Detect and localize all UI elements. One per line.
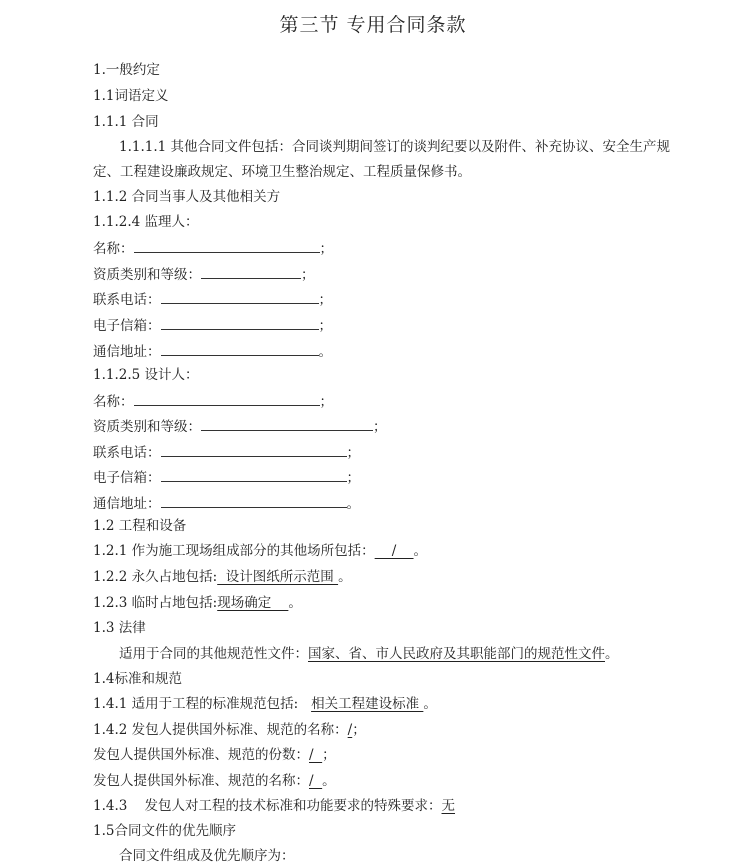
punctuation: ； — [346, 470, 360, 486]
foreign-standards-names-value[interactable]: / — [309, 773, 323, 789]
supervisor-email-row — [93, 314, 332, 336]
temporary-land-value[interactable]: 现场确定 — [217, 595, 289, 611]
section-1-5-heading: 1.5合同文件的优先顺序 — [93, 823, 236, 839]
supervisor-qualification-blank[interactable] — [201, 263, 301, 279]
section-1-2-1-row — [93, 541, 427, 561]
field-label: 1.4.2 发包人提供国外标准、规范的名称： — [93, 722, 348, 738]
field-label: 1.4.3 发包人对工程的技术标准和功能要求的特殊要求： — [93, 798, 442, 814]
foreign-standards-copies-row — [93, 745, 336, 765]
section-1-4-3-row — [93, 796, 455, 816]
field-label: 电子信箱： — [93, 470, 161, 486]
field-label: 名称： — [93, 394, 134, 410]
field-label: 通信地址： — [93, 344, 161, 360]
field-label: 1.4.1 适用于工程的标准规范包括: — [93, 696, 312, 712]
other-sites-value[interactable]: / — [374, 543, 414, 559]
field-label: 1.2.1 作为施工现场组成部分的其他场所包括： — [93, 543, 375, 559]
punctuation: 。 — [338, 569, 352, 585]
field-label: 1.2.2 永久占地包括: — [93, 569, 218, 585]
field-label: 联系电话： — [93, 445, 161, 461]
permanent-land-value[interactable]: 设计图纸所示范围 — [217, 569, 339, 585]
field-label: 发包人提供国外标准、规范的份数： — [93, 747, 309, 763]
section-1-1-1-heading: 1.1.1 合同 — [93, 114, 159, 130]
page-title: 第三节 专用合同条款 — [279, 14, 467, 36]
punctuation: 。 — [346, 496, 360, 512]
designer-qualification-blank[interactable] — [201, 415, 373, 431]
field-label: 资质类别和等级： — [93, 267, 201, 283]
section-1-4-1-row — [93, 694, 437, 714]
designer-phone-blank[interactable] — [161, 441, 347, 457]
foreign-standards-name-value[interactable]: / — [347, 722, 353, 738]
punctuation: 。 — [322, 773, 336, 789]
designer-name-blank[interactable] — [134, 390, 320, 406]
field-label: 电子信箱： — [93, 318, 161, 334]
supervisor-phone-blank[interactable] — [161, 288, 319, 304]
normative-documents-value[interactable]: 国家、省、市人民政府及其职能部门的规范性文件 — [308, 646, 605, 662]
supervisor-address-blank[interactable] — [161, 340, 319, 356]
supervisor-phone-row — [93, 288, 332, 310]
designer-address-row — [93, 492, 360, 514]
punctuation: 。 — [423, 696, 437, 712]
designer-name-row — [93, 390, 333, 412]
punctuation: ； — [322, 747, 336, 763]
section-1-1-heading: 1.1词语定义 — [93, 88, 169, 104]
section-1-1-1-1-text-cont: 定、工程建设廉政规定、环境卫生整治规定、工程质量保修书。 — [93, 164, 471, 180]
section-1-4-heading: 1.4标准和规范 — [93, 671, 182, 687]
designer-heading: 1.1.2.5 设计人： — [93, 367, 199, 383]
supervisor-qualification-row — [93, 263, 315, 285]
supervisor-heading: 1.1.2.4 监理人： — [93, 214, 199, 230]
punctuation: ； — [318, 292, 332, 308]
foreign-standards-copies-value[interactable]: / — [309, 747, 323, 763]
punctuation: ； — [301, 267, 315, 283]
punctuation: 。 — [318, 344, 332, 360]
field-label: 发包人提供国外标准、规范的名称： — [93, 773, 309, 789]
field-label: 1.2.3 临时占地包括: — [93, 595, 218, 611]
supervisor-address-row — [93, 340, 332, 362]
punctuation: ； — [346, 445, 360, 461]
foreign-standards-names-row — [93, 771, 336, 791]
punctuation: ； — [373, 419, 387, 435]
section-1-heading: 1.一般约定 — [93, 62, 160, 78]
section-1-4-2-row — [93, 720, 366, 740]
section-1-2-heading: 1.2 工程和设备 — [93, 518, 187, 534]
punctuation: ； — [319, 394, 333, 410]
field-label: 通信地址： — [93, 496, 161, 512]
section-1-2-2-row — [93, 567, 352, 587]
section-1-2-3-row — [93, 593, 302, 613]
punctuation: 。 — [605, 646, 619, 662]
supervisor-name-blank[interactable] — [134, 237, 320, 253]
punctuation: ； — [318, 318, 332, 334]
designer-email-blank[interactable] — [161, 466, 347, 482]
standards-value[interactable]: 相关工程建设标准 — [311, 696, 424, 712]
section-1-5-text: 合同文件组成及优先顺序为： — [119, 848, 295, 864]
section-1-1-1-1-text: 1.1.1.1 其他合同文件包括：合同谈判期间签订的谈判纪要以及附件、补充协议、安全生产规 — [119, 139, 671, 155]
punctuation: 。 — [288, 595, 302, 611]
field-label: 联系电话： — [93, 292, 161, 308]
punctuation: ； — [319, 241, 333, 257]
section-1-3-row — [119, 644, 619, 664]
designer-address-blank[interactable] — [161, 492, 347, 508]
designer-phone-row — [93, 441, 360, 463]
section-1-1-2-heading: 1.1.2 合同当事人及其他相关方 — [93, 189, 281, 205]
section-1-3-heading: 1.3 法律 — [93, 620, 146, 636]
punctuation: ； — [352, 722, 366, 738]
field-label: 适用于合同的其他规范性文件： — [119, 646, 308, 662]
field-label: 名称： — [93, 241, 134, 257]
designer-qualification-row — [93, 415, 387, 437]
designer-email-row — [93, 466, 360, 488]
field-label: 资质类别和等级： — [93, 419, 201, 435]
supervisor-email-blank[interactable] — [161, 314, 319, 330]
punctuation: 。 — [413, 543, 428, 559]
special-requirements-value[interactable]: 无 — [441, 798, 456, 814]
supervisor-name-row — [93, 237, 333, 259]
